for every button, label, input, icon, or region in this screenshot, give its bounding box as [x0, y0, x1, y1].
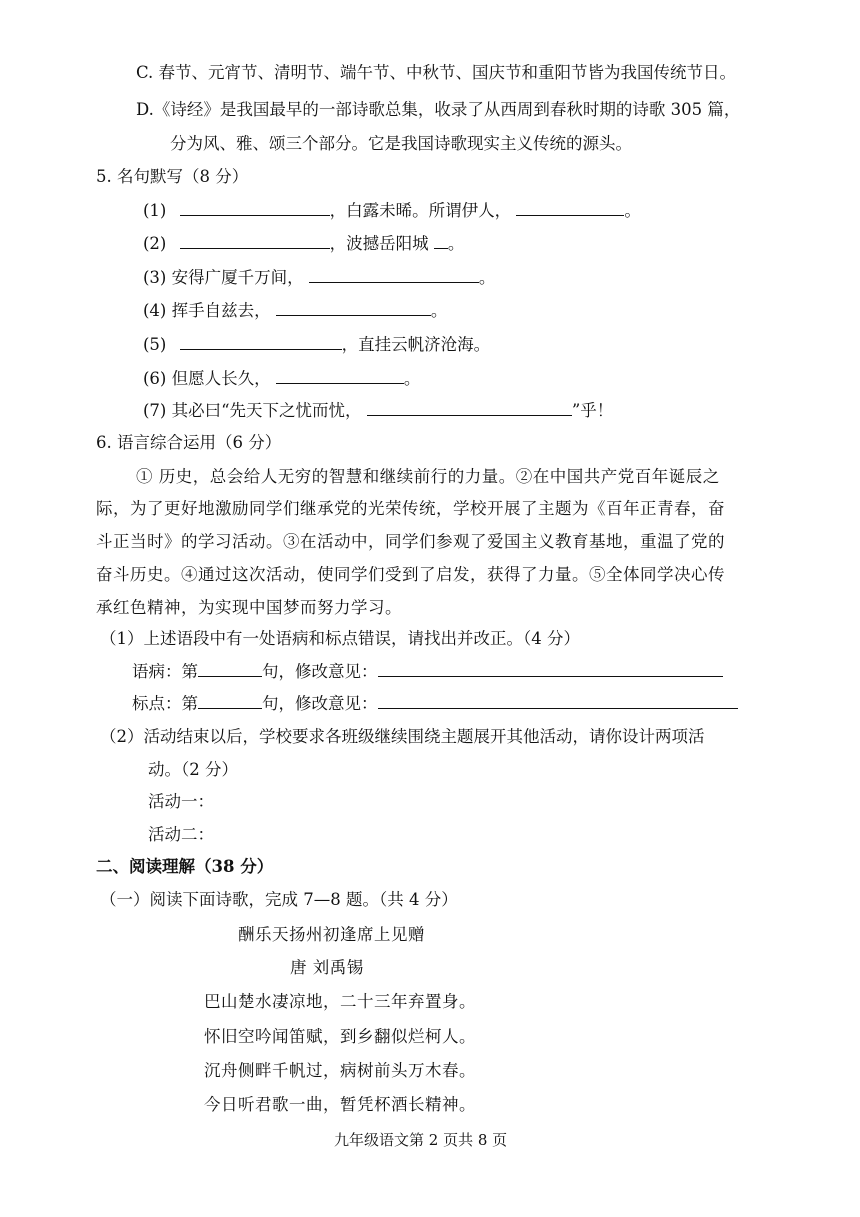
q5-blank[interactable]	[367, 401, 572, 416]
q6-title: 6. 语言综合运用（6 分）	[96, 433, 282, 452]
page-footer: 九年级语文第 2 页共 8 页	[334, 1131, 508, 1149]
poem-author: 唐 刘禹锡	[290, 958, 364, 977]
q6-passage-line: 斗正当时》的学习活动。③在活动中，同学们参观了爱国主义教育基地，重温了党的	[96, 532, 725, 551]
grammar-sentence-blank[interactable]	[198, 662, 262, 677]
q5-item-7: (7) 其必曰“先天下之忧而忧， ”乎！	[143, 401, 614, 420]
q4-option-d-line2: 分为风、雅、颂三个部分。它是我国诗歌现实主义传统的源头。	[170, 134, 632, 153]
section-two-title: 二、阅读理解（38 分）	[96, 857, 274, 876]
q4-option-d-line1: D.《诗经》是我国最早的一部诗歌总集，收录了从西周到春秋时期的诗歌 305 篇，	[136, 100, 741, 119]
poem-line: 巴山楚水凄凉地，二十三年弃置身。	[204, 992, 476, 1011]
q6-sub1-punctuation: 标点：第 句，修改意见：	[132, 693, 738, 715]
q5-item-6: (6) 但愿人长久， 。	[143, 369, 421, 388]
grammar-fix-blank[interactable]	[378, 662, 723, 677]
activity-two-label: 活动二：	[148, 825, 214, 844]
q6-sub1-grammar: 语病：第 句，修改意见：	[132, 661, 723, 683]
q5-item-1: (1) ，白露未晞。所谓伊人， 。	[143, 201, 641, 220]
q5-item-5: (5) ，直挂云帆济沧海。	[143, 335, 491, 354]
poem-line: 怀旧空吟闻笛赋，到乡翻似烂柯人。	[204, 1027, 476, 1046]
q6-sub2-line2: 动。（2 分）	[148, 760, 238, 779]
q5-title: 5. 名句默写（8 分）	[96, 167, 249, 186]
q6-passage-line: ① 历史，总会给人无穷的智慧和继续前行的力量。②在中国共产党百年诞辰之	[136, 467, 720, 486]
poem-line: 沉舟侧畔千帆过，病树前头万木春。	[204, 1061, 476, 1080]
q5-item-3: (3) 安得广厦千万间， 。	[143, 268, 496, 287]
q6-sub1: （1）上述语段中有一处语病和标点错误，请找出并改正。（4 分）	[100, 629, 580, 648]
q6-passage-line: 奋斗历史。④通过这次活动，使同学们受到了启发，获得了力量。⑤全体同学决心传	[96, 565, 725, 584]
q5-blank[interactable]	[434, 234, 448, 249]
q5-blank[interactable]	[516, 201, 624, 216]
q5-blank[interactable]	[180, 234, 330, 249]
q5-blank[interactable]	[276, 301, 431, 316]
poem-title: 酬乐天扬州初逢席上见赠	[238, 925, 425, 944]
punctuation-fix-blank[interactable]	[378, 694, 738, 709]
q6-sub2-line1: （2）活动结束以后，学校要求各班级继续围绕主题展开其他活动，请你设计两项活	[100, 727, 705, 746]
q5-blank[interactable]	[309, 268, 479, 283]
section-two-part-one: （一）阅读下面诗歌，完成 7—8 题。（共 4 分）	[100, 890, 458, 909]
q5-blank[interactable]	[180, 201, 330, 216]
poem-line: 今日听君歌一曲，暂凭杯酒长精神。	[204, 1095, 476, 1114]
activity-one-label: 活动一：	[148, 792, 214, 811]
q6-passage-line: 承红色精神，为实现中国梦而努力学习。	[96, 598, 402, 617]
q6-passage-line: 际，为了更好地激励同学们继承党的光荣传统，学校开展了主题为《百年正青春，奋	[96, 499, 725, 518]
q5-item-4: (4) 挥手自兹去， 。	[143, 301, 448, 320]
q5-blank[interactable]	[180, 335, 342, 350]
q4-option-c: C. 春节、元宵节、清明节、端午节、中秋节、国庆节和重阳节皆为我国传统节日。	[136, 63, 737, 82]
q5-item-2: (2) ，波撼岳阳城 。	[143, 234, 465, 253]
punctuation-sentence-blank[interactable]	[198, 694, 262, 709]
q5-blank[interactable]	[276, 369, 404, 384]
